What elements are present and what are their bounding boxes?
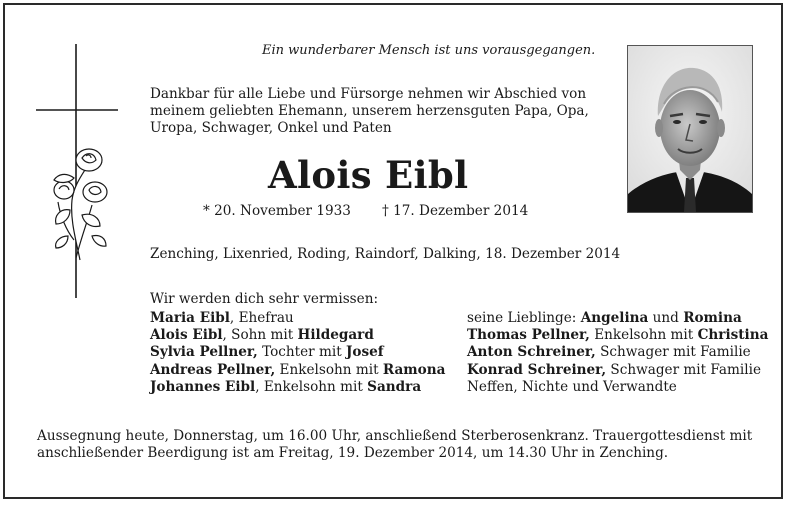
mourner-row [467, 344, 768, 361]
mourner-row [150, 379, 445, 396]
motto: Ein wunderbarer Mensch ist uns vorausgegangen. [262, 43, 596, 58]
mourner-row [150, 327, 445, 344]
mourner-relation: Schwager mit Familie [595, 344, 751, 361]
mourner-row [150, 362, 445, 379]
footer-line: anschließender Beerdigung ist am Freitag, 19. Dezember 2014, um 14.30 Uhr in Zenching. [37, 445, 669, 461]
mourner-name: Anton Schreiner, [467, 344, 596, 361]
portrait-photo [627, 45, 753, 213]
mourner-relation: Schwager mit Familie [606, 361, 761, 378]
intro-line: Dankbar für alle Liebe und Fürsorge nehmen wir Abschied von [150, 86, 587, 102]
mourner-row [467, 362, 768, 379]
mourner-name: Konrad Schreiner, [467, 361, 607, 378]
mourner-partner: Christina [697, 327, 769, 344]
intro-text [150, 86, 610, 137]
mourner-relation: , Enkelsohn mit [255, 378, 368, 395]
place-date: Zenching, Lixenried, Roding, Raindorf, Dalking, 18. Dezember 2014 [150, 246, 621, 262]
mourner-name: Maria Eibl [150, 310, 230, 326]
favorites-prefix: seine Lieblinge: [467, 310, 581, 326]
mourner-partner: Hildegard [297, 327, 374, 344]
mourner-relation: , Ehefrau [229, 310, 294, 326]
mourner-name: Sylvia Pellner, [150, 344, 258, 361]
favorites-and: und [648, 310, 684, 326]
mourner-name: Thomas Pellner, [467, 327, 590, 344]
mourner-row [467, 327, 768, 344]
mourner-partner: Sandra [367, 378, 422, 395]
cross-with-roses-icon [30, 40, 126, 300]
favorite-name: Romina [683, 310, 742, 326]
favorites-row [467, 310, 768, 327]
favorite-name: Angelina [580, 310, 649, 326]
miss-line: Wir werden dich sehr vermissen: [150, 291, 379, 307]
mourner-name: Johannes Eibl [150, 378, 256, 395]
intro-line: meinem geliebten Ehemann, unserem herzensguten Papa, Opa, [150, 103, 589, 119]
funeral-details [37, 428, 767, 462]
birth-date: * 20. November 1933 [203, 203, 351, 219]
mourners-right [467, 310, 768, 396]
relatives-line: Neffen, Nichte und Verwandte [467, 378, 677, 395]
mourner-relation: Enkelsohn mit [275, 361, 383, 378]
deceased-name: Alois Eibl [268, 153, 469, 197]
mourner-relation: , Sohn mit [222, 327, 298, 344]
mourner-name: Alois Eibl [150, 327, 223, 344]
mourner-row [150, 344, 445, 361]
death-date: † 17. Dezember 2014 [382, 203, 529, 219]
mourner-partner: Josef [346, 344, 384, 361]
mourners-left [150, 310, 445, 396]
mourner-row [150, 310, 445, 327]
mourner-relation: Tochter mit [257, 344, 346, 361]
mourner-partner: Ramona [382, 361, 446, 378]
portrait-illustration [628, 46, 752, 212]
intro-line: Uropa, Schwager, Onkel und Paten [150, 120, 392, 136]
footer-line: Aussegnung heute, Donnerstag, um 16.00 Uhr, anschließend Sterberosenkranz. Trauergottesdienst mit [37, 428, 753, 444]
mourner-name: Andreas Pellner, [150, 361, 276, 378]
mourner-relation: Enkelsohn mit [589, 327, 698, 344]
